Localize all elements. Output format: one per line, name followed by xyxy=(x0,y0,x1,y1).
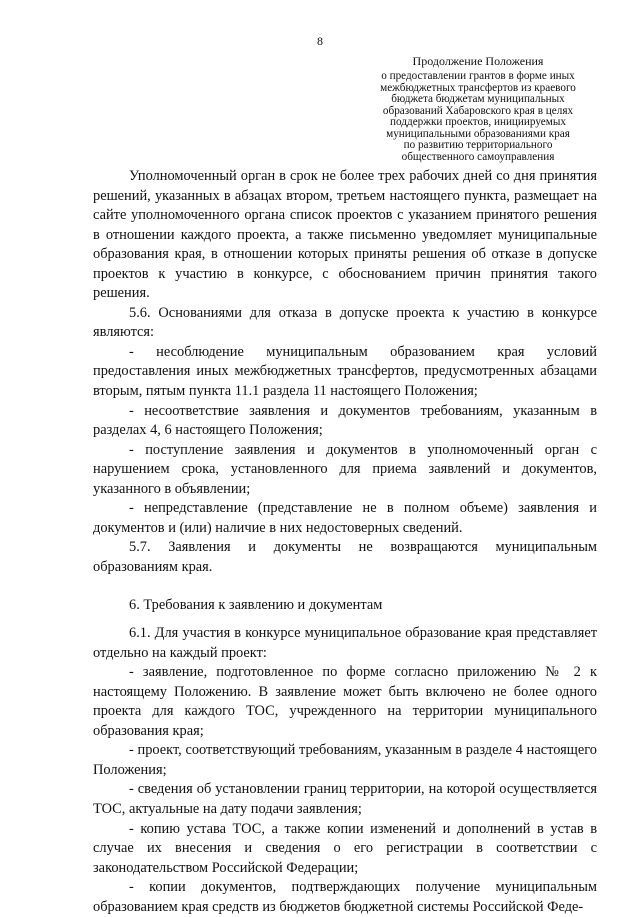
list-item: - копию устава ТОС, а также копии изменений и дополнений в устав в случае их внесения и сведения о его регистрации в соответствии с законодательством Российской Федерации; xyxy=(93,820,597,876)
header-title: Продолжение Положения xyxy=(412,54,544,68)
header-line: по развитию территориального xyxy=(403,139,553,151)
header-line: образований Хабаровского края в целях xyxy=(382,104,574,117)
list-item: - непредставление (представление не в полном объеме) заявления и документов и (или) наличие в них недостоверных сведений. xyxy=(93,500,597,536)
header-line: межбюджетных трансфертов из краевого xyxy=(380,81,576,94)
body-paragraph: Уполномоченный орган в срок не более трех рабочих дней со дня принятия решений, указанных в абзацах втором, третьем настоящего пункта, размещает на сайте уполномоченного органа список проектов с указанием принятого решения в отношении каждого проекта, а также письменно уведомляет муниципальные образования края, в отношении которых приняты решения об отказе в допуске проектов к участию в конкурсе, с обоснованием причин принятия такого решения. xyxy=(93,168,597,302)
header-line: общественного самоуправления xyxy=(401,150,555,163)
body-paragraph: 6.1. Для участия в конкурсе муниципальное образование края представляет отдельно на каждый проект: xyxy=(93,625,597,661)
body-paragraph: 5.7. Заявления и документы не возвращаются муниципальным образованиям края. xyxy=(93,539,597,575)
list-item: - проект, соответствующий требованиям, указанным в разделе 4 настоящего Положения; xyxy=(93,742,597,778)
list-item: - заявление, подготовленное по форме согласно приложению № 2 к настоящему Положению. В заявление может быть включено не более одного проекта для каждого ТОС, учрежденного на территории муниципального образования края; xyxy=(93,664,597,739)
header-line: поддержки проектов, инициируемых xyxy=(390,116,566,128)
list-item: - несоответствие заявления и документов требованиям, указанным в разделах 4, 6 настоящего Положения; xyxy=(93,402,597,439)
list-item: - несоблюдение муниципальным образованием края условий предоставления иных межбюджетных трансфертов, предусмотренных абзацами вторым, пятым пункта 11.1 раздела 11 настоящего Положения; xyxy=(93,343,597,400)
body-paragraph: 5.6. Основаниями для отказа в допуске проекта к участию в конкурсе являются: xyxy=(93,304,597,341)
header-line: о предоставлении грантов в форме иных xyxy=(381,70,575,82)
list-item: - поступление заявления и документов в уполномоченный орган с нарушением срока, установленного для приема заявлений и документов, указанного в объявлении; xyxy=(93,441,597,497)
section-heading: 6. Требования к заявлению и документам xyxy=(129,597,383,614)
header-line: муниципальными образованиями края xyxy=(386,127,570,140)
document-header xyxy=(358,55,598,163)
list-item: - сведения об установлении границ территории, на которой осуществляется ТОС, актуальные на дату подачи заявления; xyxy=(93,781,597,817)
page-number: 8 xyxy=(317,34,323,48)
list-item: - копии документов, подтверждающих получение муниципальным образованием края средств из бюджетов бюджетной системы Российской Феде- xyxy=(93,879,597,915)
document-body xyxy=(93,167,597,917)
header-line: бюджета бюджетам муниципальных xyxy=(391,93,565,105)
